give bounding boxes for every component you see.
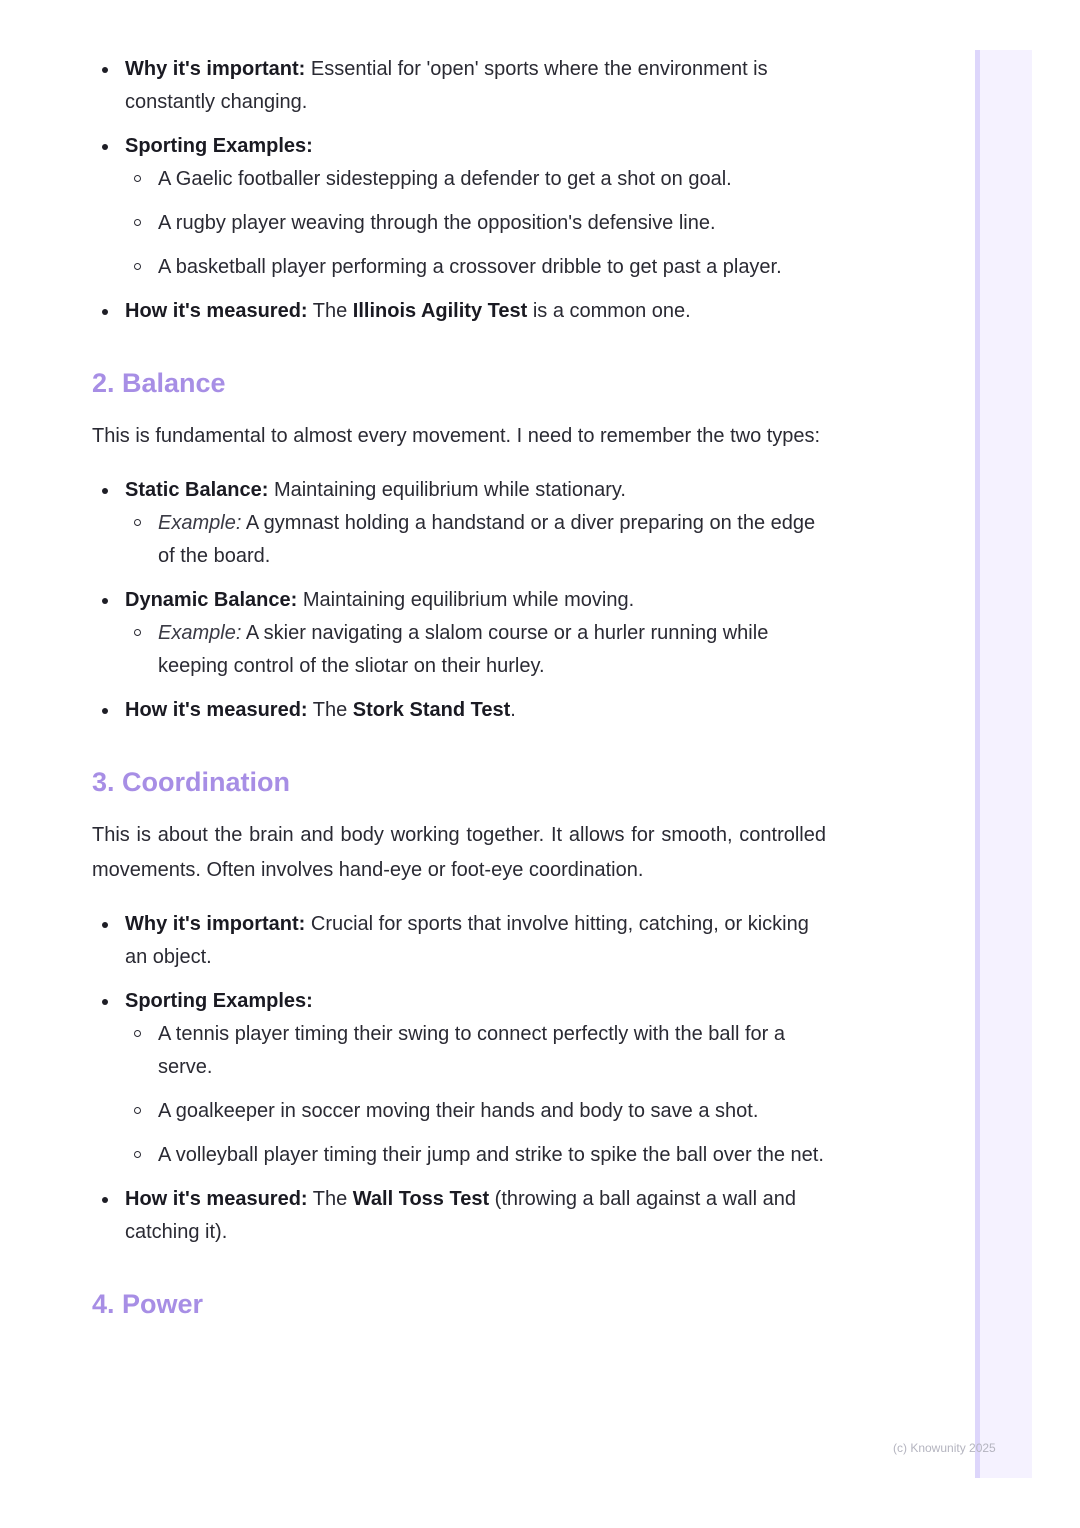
item-text: The	[307, 1188, 353, 1210]
item-text: Maintaining equilibrium while stationary.	[268, 479, 626, 501]
balance-intro: This is fundamental to almost every movement. I need to remember the two types:	[92, 425, 821, 447]
list-item	[92, 130, 826, 284]
item-label: How it's measured:	[125, 300, 308, 322]
list-item: A volleyball player timing their jump and strike to spike the ball over the net.	[125, 1139, 826, 1172]
test-name: Stork Stand Test	[352, 699, 511, 721]
item-label: Why it's important:	[125, 913, 306, 935]
agility-list	[92, 53, 826, 328]
item-text: (throwing a ball against a wall and catching it).	[125, 1188, 796, 1243]
static-example-list	[125, 507, 826, 573]
section-heading-coordination: 3. Coordination	[92, 767, 290, 797]
item-text: Essential for 'open' sports where the environment is constantly changing.	[125, 58, 768, 113]
list-item: A tennis player timing their swing to connect perfectly with the ball for a serve.	[125, 1018, 826, 1084]
item-text: The	[307, 699, 353, 721]
coordination-examples-list	[125, 1018, 826, 1172]
list-item	[125, 617, 826, 683]
item-label: Why it's important:	[125, 58, 306, 80]
agility-examples-list	[125, 163, 826, 284]
list-item	[92, 584, 826, 683]
item-label: How it's measured:	[125, 699, 308, 721]
item-label: Static Balance:	[125, 479, 269, 501]
test-name: Illinois Agility Test	[352, 300, 528, 322]
item-text: .	[510, 699, 516, 721]
list-item	[92, 1183, 826, 1249]
list-item	[125, 507, 826, 573]
balance-list	[92, 474, 826, 727]
side-decoration-strip	[975, 50, 1032, 1478]
example-label: Example:	[158, 512, 242, 534]
coordination-intro: This is about the brain and body working together. It allows for smooth, controlled movements. Often involves hand-eye or foot-eye coordination.	[92, 824, 826, 881]
item-text: is a common one.	[527, 300, 691, 322]
list-item	[92, 985, 826, 1172]
item-label: Sporting Examples:	[125, 990, 313, 1012]
section-heading-power: 4. Power	[92, 1289, 204, 1319]
item-label: How it's measured:	[125, 1188, 308, 1210]
item-text: The	[307, 300, 353, 322]
list-item	[92, 474, 826, 573]
item-label: Dynamic Balance:	[125, 589, 298, 611]
item-text: Crucial for sports that involve hitting, catching, or kicking an object.	[125, 913, 809, 968]
dynamic-example-list	[125, 617, 826, 683]
copyright-footer: (c) Knowunity 2025	[893, 1441, 996, 1455]
test-name: Wall Toss Test	[352, 1188, 490, 1210]
document-body	[92, 50, 826, 1321]
item-text: Maintaining equilibrium while moving.	[297, 589, 635, 611]
list-item: A basketball player performing a crossover dribble to get past a player.	[125, 251, 826, 284]
item-text: A gymnast holding a handstand or a diver preparing on the edge of the board.	[158, 512, 816, 567]
list-item	[92, 694, 826, 727]
list-item: A goalkeeper in soccer moving their hands and body to save a shot.	[125, 1095, 826, 1128]
example-label: Example:	[158, 622, 242, 644]
coordination-list	[92, 908, 826, 1249]
section-heading-balance: 2. Balance	[92, 368, 226, 398]
item-label: Sporting Examples:	[125, 135, 313, 157]
list-item	[92, 295, 826, 328]
list-item	[92, 53, 826, 119]
list-item: A Gaelic footballer sidestepping a defender to get a shot on goal.	[125, 163, 826, 196]
list-item	[92, 908, 826, 974]
item-text: A skier navigating a slalom course or a hurler running while keeping control of the sliotar on their hurley.	[158, 622, 769, 677]
list-item: A rugby player weaving through the opposition's defensive line.	[125, 207, 826, 240]
